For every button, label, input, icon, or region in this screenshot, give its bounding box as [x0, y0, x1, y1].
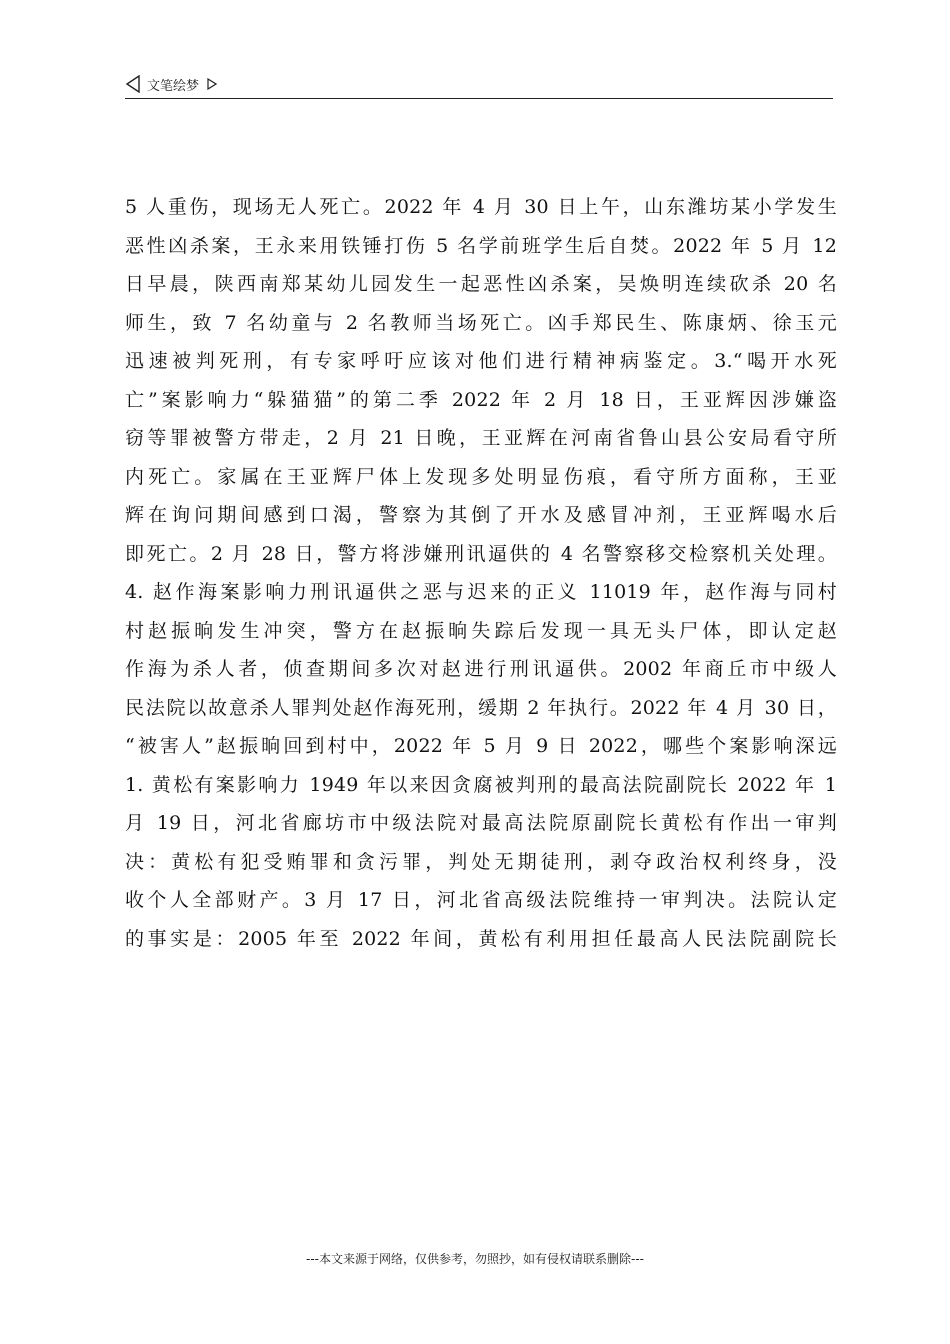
text-line: 收个人全部财产。3 月 17 日，河北省高级法院维持一审判决。法院认定 — [125, 889, 837, 911]
document-body — [125, 188, 837, 958]
text-line: 辉在询问期间感到口渴，警察为其倒了开水及感冒冲剂，王亚辉喝水后 — [125, 504, 837, 526]
text-line: 窃等罪被警方带走，2 月 21 日晚，王亚辉在河南省鲁山县公安局看守所 — [125, 427, 837, 449]
text-line: 作海为杀人者，侦查期间多次对赵进行刑讯逼供。2002 年商丘市中级人 — [125, 658, 837, 680]
text-line: 的事实是：2005 年至 2022 年间，黄松有利用担任最高人民法院副院长 — [125, 927, 837, 950]
text-line: 1. 黄松有案影响力 1949 年以来因贪腐被判刑的最高法院副院长 2022 年 1 — [125, 773, 837, 796]
text-line: 决：黄松有犯受贿罪和贪污罪，判处无期徒刑，剥夺政治权利终身，没 — [125, 850, 837, 873]
text-line: 迅速被判死刑，有专家呼吁应该对他们进行精神病鉴定。3.“喝开水死 — [125, 350, 837, 372]
text-line: 日早晨，陕西南郑某幼儿园发生一起恶性凶杀案，吴焕明连续砍杀 20 名 — [125, 273, 837, 295]
page-header — [125, 72, 833, 99]
header-bar — [125, 72, 833, 96]
text-line: 亡”案影响力“躲猫猫”的第二季 2022 年 2 月 18 日，王亚辉因涉嫌盗 — [125, 388, 837, 411]
page-footer: ---本文来源于网络，仅供参考，勿照抄，如有侵权请联系删除--- — [306, 1252, 644, 1266]
text-line: 5 人重伤，现场无人死亡。2022 年 4 月 30 日上午，山东潍坊某小学发生 — [125, 196, 837, 218]
text-line: 4. 赵作海案影响力刑讯逼供之恶与迟来的正义 11019 年，赵作海与同村 — [125, 581, 837, 603]
triangle-right-icon — [207, 78, 217, 90]
text-line: 恶性凶杀案，王永来用铁锤打伤 5 名学前班学生后自焚。2022 年 5 月 12 — [125, 234, 837, 257]
header-title: 文笔绘梦 — [147, 78, 200, 94]
text-line: 即死亡。2 月 28 日，警方将涉嫌刑讯逼供的 4 名警察移交检察机关处理。 — [125, 542, 837, 565]
text-line: 内死亡。家属在王亚辉尸体上发现多处明显伤痕，看守所方面称，王亚 — [125, 465, 837, 488]
triangle-left-icon — [125, 75, 141, 93]
text-line: “被害人”赵振晌回到村中，2022 年 5 月 9 日 2022，哪些个案影响深远 — [125, 735, 837, 757]
text-line: 村赵振晌发生冲突，警方在赵振晌失踪后发现一具无头尸体，即认定赵 — [125, 619, 837, 642]
text-line: 民法院以故意杀人罪判处赵作海死刑，缓期 2 年执行。2022 年 4 月 30 日， — [125, 696, 837, 719]
text-line: 师生，致 7 名幼童与 2 名教师当场死亡。凶手郑民生、陈康炳、徐玉元 — [125, 311, 837, 334]
text-line: 月 19 日，河北省廊坊市中级法院对最高法院原副院长黄松有作出一审判 — [125, 812, 837, 834]
